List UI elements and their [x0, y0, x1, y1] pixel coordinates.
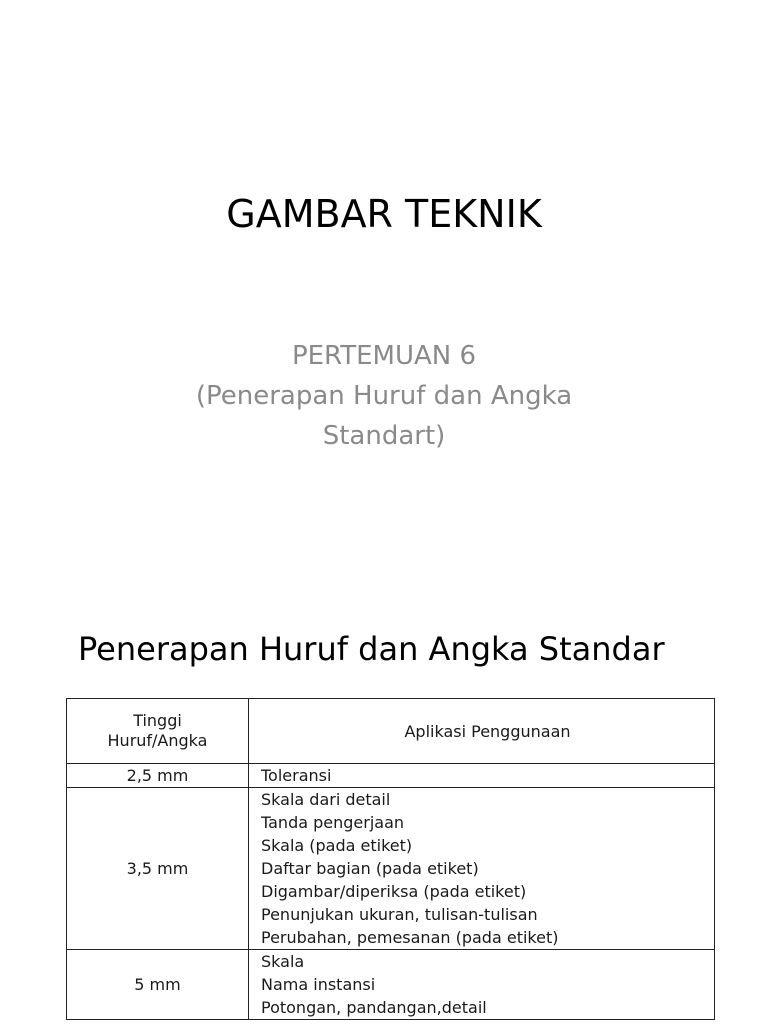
size-cell: 5 mm	[67, 950, 249, 1020]
table-row	[67, 950, 715, 1020]
app-item: Tanda pengerjaan	[261, 813, 405, 832]
subtitle-line: PERTEMUAN 6	[291, 341, 477, 371]
app-cell	[249, 764, 715, 788]
table-header-row	[67, 699, 715, 764]
slide-subtitle	[0, 336, 768, 456]
header-application: Aplikasi Penggunaan	[249, 699, 715, 764]
app-item: Daftar bagian (pada etiket)	[261, 859, 479, 878]
app-cell	[249, 950, 715, 1020]
app-item: Toleransi	[261, 766, 332, 785]
header-letter-height	[67, 699, 249, 764]
size-cell: 2,5 mm	[67, 764, 249, 788]
letter-height-table	[66, 698, 715, 1020]
app-item: Potongan, pandangan,detail	[261, 998, 487, 1017]
app-item: Skala (pada etiket)	[261, 836, 413, 855]
app-cell	[249, 788, 715, 950]
slide-title: GAMBAR TEKNIK	[226, 192, 542, 236]
slide-heading: Penerapan Huruf dan Angka Standar	[78, 630, 665, 668]
size-cell: 3,5 mm	[67, 788, 249, 950]
table-row	[67, 788, 715, 950]
app-item: Skala	[261, 952, 305, 971]
header-line: Tinggi	[133, 711, 182, 730]
table-row	[67, 764, 715, 788]
subtitle-line: (Penerapan Huruf dan Angka	[195, 381, 573, 411]
header-line: Huruf/Angka	[107, 731, 208, 750]
app-item: Skala dari detail	[261, 790, 391, 809]
app-item: Nama instansi	[261, 975, 376, 994]
app-item: Digambar/diperiksa (pada etiket)	[261, 882, 527, 901]
subtitle-line: Standart)	[322, 421, 446, 451]
app-item: Perubahan, pemesanan (pada etiket)	[261, 928, 559, 947]
app-item: Penunjukan ukuran, tulisan-tulisan	[261, 905, 538, 924]
content-slide	[0, 600, 768, 1024]
